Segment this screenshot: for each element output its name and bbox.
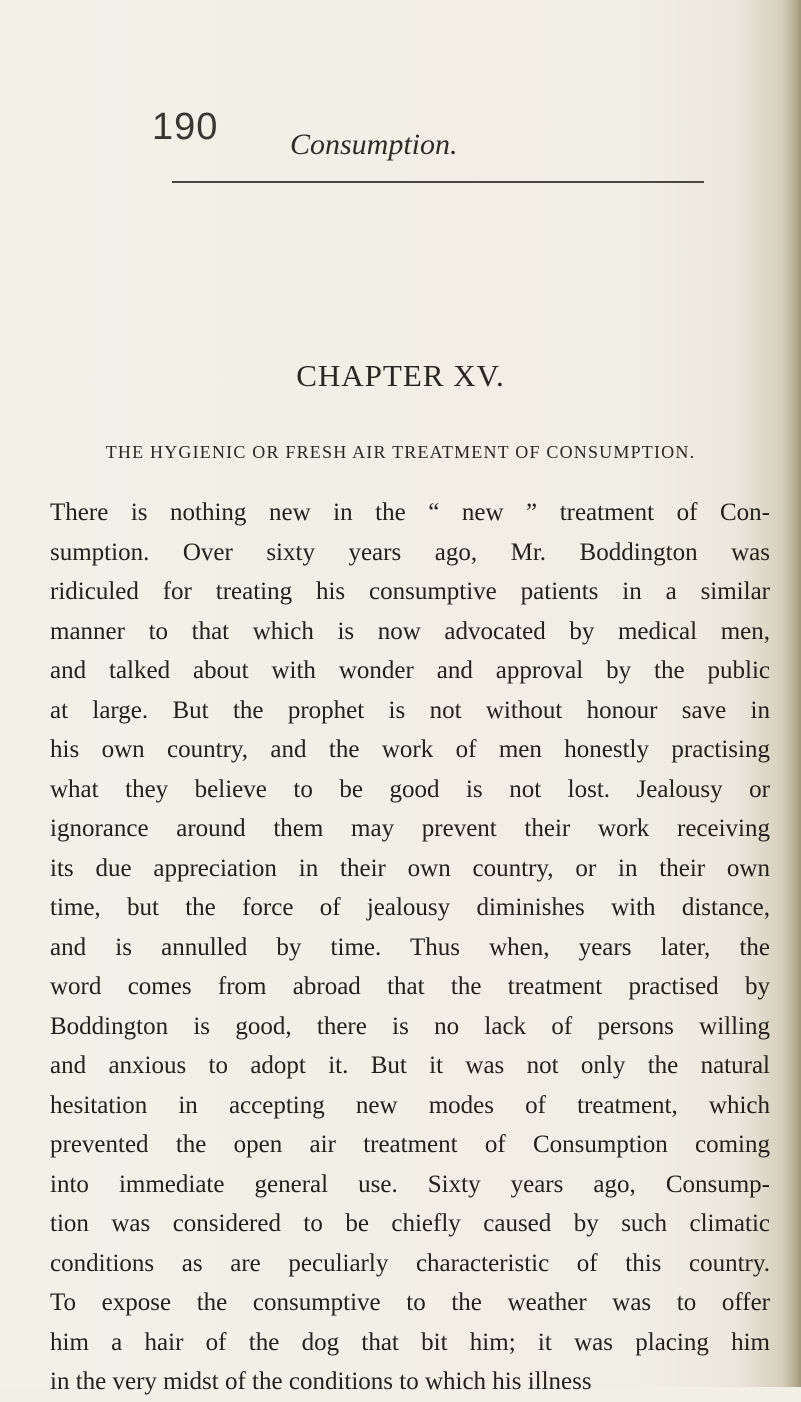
text-line: Boddington is good, there is no lack of persons willing bbox=[50, 1012, 770, 1040]
text-line: its due appreciation in their own country, or in their own bbox=[50, 854, 770, 882]
text-line: hesitation in accepting new modes of treatment, which bbox=[50, 1091, 770, 1119]
chapter-title: CHAPTER XV. bbox=[296, 358, 505, 393]
text-line: manner to that which is now advocated by medical men, bbox=[50, 617, 770, 645]
text-line: conditions as are peculiarly characteristic of this country. bbox=[50, 1249, 770, 1277]
text-line: To expose the consumptive to the weather was to offer bbox=[50, 1289, 770, 1316]
text-line: his own country, and the work of men honestly practising bbox=[50, 736, 770, 763]
text-line: what they believe to be good is not lost. Jealousy or bbox=[50, 775, 770, 803]
page-edge-shadow bbox=[783, 0, 801, 1387]
text-line: and anxious to adopt it. But it was not only the natural bbox=[50, 1052, 770, 1079]
text-line: prevented the open air treatment of Consumption coming bbox=[50, 1131, 770, 1158]
text-line: into immediate general use. Sixty years ago, Consump- bbox=[50, 1170, 770, 1198]
running-head: Consumption. bbox=[290, 128, 458, 161]
body-text bbox=[50, 493, 770, 1402]
page-number: 190 bbox=[152, 106, 219, 148]
text-line: and is annulled by time. Thus when, years later, the bbox=[50, 933, 770, 961]
text-line: him a hair of the dog that bit him; it was placing him bbox=[50, 1328, 770, 1356]
text-line: at large. But the prophet is not without honour save in bbox=[50, 696, 770, 724]
text-line: tion was considered to be chiefly caused by such climatic bbox=[50, 1210, 770, 1237]
text-line: ignorance around them may prevent their work receiving bbox=[50, 815, 770, 842]
text-line: word comes from abroad that the treatment practised by bbox=[50, 973, 770, 1000]
text-line: time, but the force of jealousy diminishes with distance, bbox=[50, 894, 770, 921]
text-line: ridiculed for treating his consumptive patients in a similar bbox=[50, 578, 770, 605]
text-line: sumption. Over sixty years ago, Mr. Boddington was bbox=[50, 538, 770, 566]
text-line: in the very midst of the conditions to which his illness bbox=[50, 1368, 592, 1395]
text-line: and talked about with wonder and approval by the public bbox=[50, 657, 770, 684]
chapter-subtitle: THE HYGIENIC OR FRESH AIR TREATMENT OF CONSUMPTION. bbox=[105, 442, 696, 462]
header-rule bbox=[172, 181, 704, 183]
text-line: There is nothing new in the “ new ” treatment of Con- bbox=[50, 499, 770, 526]
